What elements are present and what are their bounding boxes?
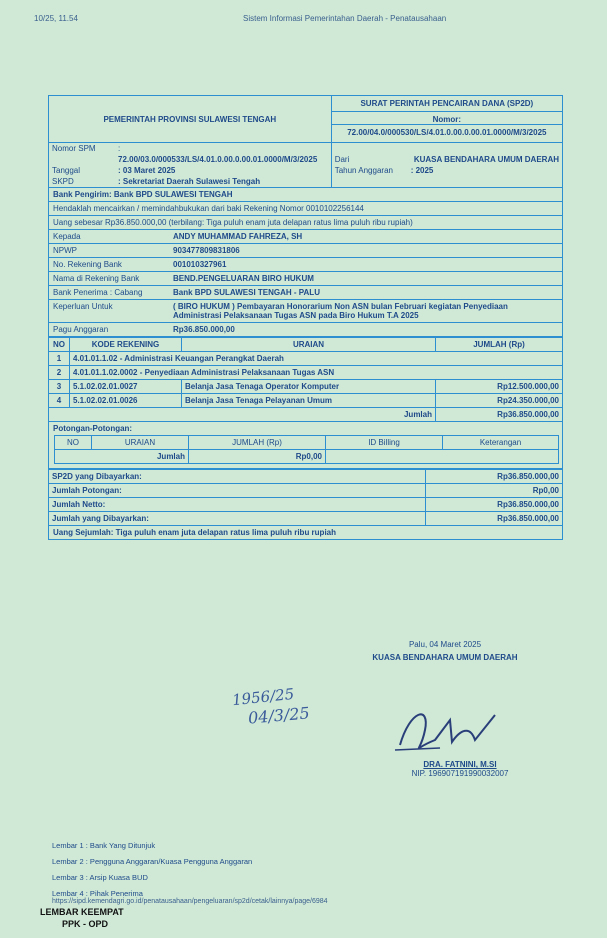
lembar-item: Lembar 1 : Bank Yang Ditunjuk: [52, 841, 156, 850]
summary-value: Rp36.850.000,00: [426, 498, 563, 512]
cell-jumlah: Rp12.500.000,00: [436, 380, 563, 394]
ppk-opd-label: PPK - OPD: [62, 919, 109, 929]
recipient-row: [49, 244, 562, 258]
bank-pengirim: Bank Pengirim: Bank BPD SULAWESI TENGAH: [49, 188, 562, 202]
cell-no: 3: [49, 380, 70, 394]
print-url: https://sipd.kemendagri.go.id/penatausahaan/pengeluaran/sp2d/cetak/lainnya/page/6984: [52, 898, 328, 905]
summary-row: [49, 470, 563, 484]
table-row: [49, 366, 563, 380]
recipient-row-value: ANDY MUHAMMAD FAHREZA, SH: [173, 232, 303, 241]
spm-table: Nomor SPM : 72.00/03.0/000533/LS/4.01.0.00.0.00.01.0000/M/3/2025 Tanggal : 03 Maret 2025 SKPD : Sekretariat Daerah Sulawesi Tengah Dari KUASA BENDAHARA UMUM DAERAH Tahun Anggaran : 2025: [48, 143, 563, 188]
summary-row: [49, 512, 563, 526]
uang-sebesar: Uang sebesar Rp36.850.000,00 (terbilang: Tiga puluh enam juta delapan ratus lima puluh ribu rupiah): [49, 216, 562, 230]
hendaklah-text: Hendaklah mencairkan / memindahbukukan dari baki Rekening Nomor 0010102256144: [49, 202, 562, 216]
potongan-col-uraian: URAIAN: [92, 436, 189, 450]
terbilang: Uang Sejumlah: Tiga puluh enam juta delapan ratus lima puluh ribu rupiah: [48, 526, 563, 540]
recipient-row-label: Pagu Anggaran: [53, 325, 109, 334]
col-no: NO: [49, 338, 70, 352]
cell-kode: 4.01.01.1.02.0002 - Penyediaan Administrasi Pelaksanaan Tugas ASN: [70, 366, 563, 380]
tahun-value: : 2025: [410, 166, 434, 175]
nomor-label: Nomor:: [432, 114, 462, 124]
table-row: [49, 380, 563, 394]
recipient-row: [49, 286, 562, 300]
recipient-row-label: Kepada: [53, 232, 81, 241]
handwritten-date: 04/3/25: [247, 703, 311, 728]
government-title: PEMERINTAH PROVINSI SULAWESI TENGAH: [49, 96, 332, 143]
recipient-row-label: Bank Penerima : Cabang: [53, 288, 143, 297]
potongan-jumlah: Rp0,00: [189, 450, 326, 464]
signature-block: [330, 640, 560, 662]
cell-uraian: Belanja Jasa Tenaga Pelayanan Umum: [182, 394, 436, 408]
cell-no: 1: [49, 352, 70, 366]
col-uraian: URAIAN: [182, 338, 436, 352]
signature-mark: [390, 700, 510, 760]
potongan-col-jumlah: JUMLAH (Rp): [189, 436, 326, 450]
lembar-distribution: [52, 838, 252, 902]
cell-kode: 5.1.02.02.01.0026: [70, 394, 182, 408]
jumlah-label: Jumlah: [49, 408, 436, 422]
signer-nip: NIP. 196907191990032007: [411, 769, 509, 778]
summary-label: SP2D yang Dibayarkan:: [49, 470, 426, 484]
summary-row: [49, 498, 563, 512]
cell-no: 2: [49, 366, 70, 380]
recipient-row-label: NPWP: [53, 246, 77, 255]
potongan-title: Potongan-Potongan:: [53, 424, 133, 433]
col-kode: KODE REKENING: [70, 338, 182, 352]
potongan-col-billing: ID Billing: [326, 436, 443, 450]
table-row: [49, 352, 563, 366]
potongan-jumlah-label: Jumlah: [55, 450, 189, 464]
recipient-row: [49, 258, 562, 272]
dari-label: Dari: [334, 155, 350, 164]
lembar-item: Lembar 2 : Pengguna Anggaran/Kuasa Pengguna Anggaran: [52, 857, 253, 866]
dari-value: KUASA BENDAHARA UMUM DAERAH: [413, 155, 559, 164]
cell-no: 4: [49, 394, 70, 408]
jumlah-total: Rp36.850.000,00: [436, 408, 563, 422]
recipient-row-value: Bank BPD SULAWESI TENGAH - PALU: [173, 288, 320, 297]
sp2d-title: SURAT PERINTAH PENCAIRAN DANA (SP2D): [331, 96, 562, 112]
lembar-keempat-label: LEMBAR KEEMPAT: [40, 907, 124, 917]
summary-value: Rp0,00: [426, 484, 563, 498]
lembar-item: Lembar 4 : Pihak Penerima: [52, 889, 143, 898]
potongan-col-no: NO: [55, 436, 92, 450]
table-row: [49, 394, 563, 408]
recipient-row-label: Keperluan Untuk: [53, 302, 113, 311]
signer-info: [380, 760, 540, 778]
lembar-keempat: [40, 906, 124, 930]
summary-value: Rp36.850.000,00: [426, 470, 563, 484]
nomor-spm-label: Nomor SPM: [52, 144, 96, 153]
recipient-row-value: Rp36.850.000,00: [173, 325, 235, 334]
handwritten-number: 1956/25: [231, 684, 296, 710]
summary-label: Jumlah Potongan:: [49, 484, 426, 498]
tanggal-value: : 03 Maret 2025: [118, 166, 176, 175]
print-system-title: Sistem Informasi Pemerintahan Daerah - Penatausahaan: [243, 14, 447, 23]
title-table: [48, 95, 563, 143]
summary-row: [49, 484, 563, 498]
potongan-section: [48, 422, 563, 469]
recipient-row: [49, 323, 562, 336]
nomor-value: 72.00/04.0/000530/LS/4.01.0.00.0.00.01.0000/M/3/2025: [332, 124, 562, 140]
potongan-table: [54, 435, 559, 464]
tahun-label: Tahun Anggaran: [334, 166, 393, 175]
recipient-row: [49, 230, 562, 244]
col-jumlah: JUMLAH (Rp): [436, 338, 563, 352]
recipient-row: [49, 272, 562, 286]
print-date: 10/25, 11.54: [34, 14, 78, 23]
skpd-value: : Sekretariat Daerah Sulawesi Tengah: [118, 177, 261, 186]
rekening-table: [48, 337, 563, 422]
potongan-col-ket: Keterangan: [443, 436, 559, 450]
summary-value: Rp36.850.000,00: [426, 512, 563, 526]
lembar-item: Lembar 3 : Arsip Kuasa BUD: [52, 873, 148, 882]
tanggal-label: Tanggal: [52, 166, 81, 175]
cell-jumlah: Rp24.350.000,00: [436, 394, 563, 408]
signer-name: DRA. FATNINI, M.SI: [423, 760, 497, 769]
cell-kode: 4.01.01.1.02 - Administrasi Keuangan Perangkat Daerah: [70, 352, 563, 366]
recipient-row-value: 903477809831806: [173, 246, 240, 255]
nomor-spm-value: 72.00/03.0/000533/LS/4.01.0.00.0.00.01.0000/M/3/2025: [118, 155, 318, 164]
recipient-row-label: Nama di Rekening Bank: [53, 274, 140, 283]
recipient-row-value: 001010327961: [173, 260, 227, 269]
summary-label: Jumlah Netto:: [49, 498, 426, 512]
skpd-label: SKPD: [52, 177, 74, 186]
cell-kode: 5.1.02.02.01.0027: [70, 380, 182, 394]
summary-table: [48, 469, 563, 526]
cell-uraian: Belanja Jasa Tenaga Operator Komputer: [182, 380, 436, 394]
recipient-info: [49, 230, 562, 336]
signer-title: KUASA BENDAHARA UMUM DAERAH: [372, 653, 518, 662]
recipient-row-label: No. Rekening Bank: [53, 260, 122, 269]
bank-info: [48, 188, 563, 337]
summary-label: Jumlah yang Dibayarkan:: [49, 512, 426, 526]
recipient-row: [49, 300, 562, 323]
sp2d-document: [48, 95, 563, 540]
place-date: Palu, 04 Maret 2025: [408, 640, 482, 649]
recipient-row-value: BEND.PENGELUARAN BIRO HUKUM: [173, 274, 314, 283]
recipient-row-value: ( BIRO HUKUM ) Pembayaran Honorarium Non ASN bulan Februari kegiatan Penyediaan Administrasi Pelaksanaan Tugas ASN pada Biro Hukum T.A 2025: [173, 302, 508, 320]
